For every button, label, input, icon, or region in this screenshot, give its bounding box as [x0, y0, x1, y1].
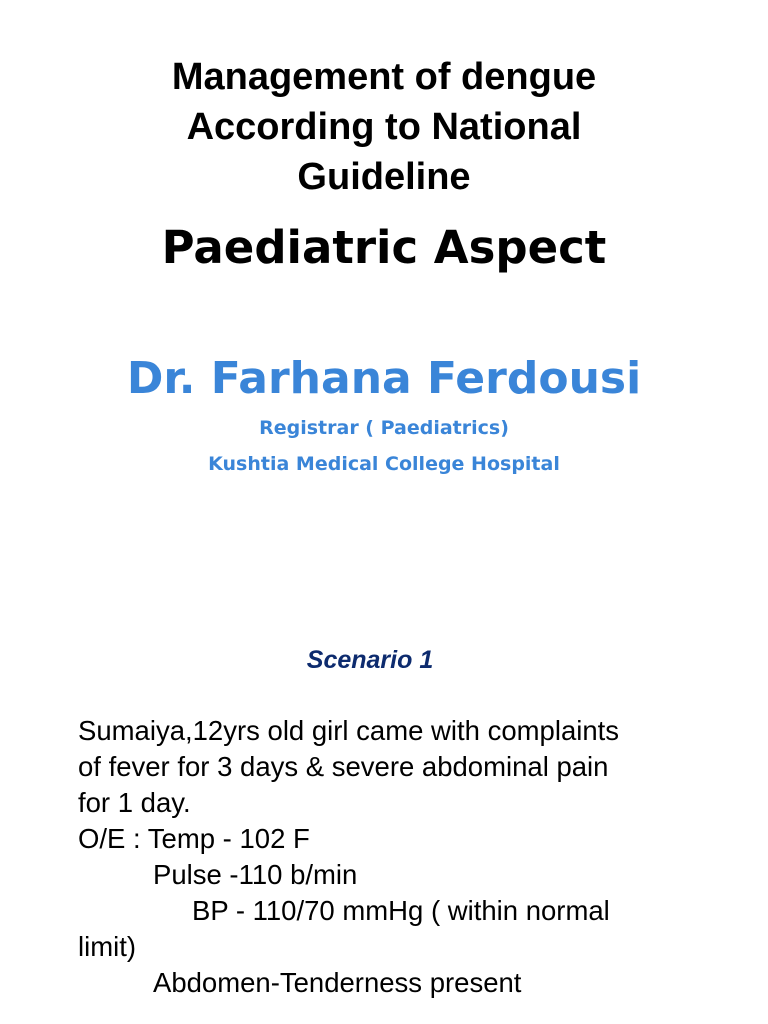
title-line-2: According to National: [186, 106, 582, 148]
scenario-text: [78, 713, 672, 1001]
history-line-2: of fever for 3 days & severe abdominal pain: [78, 751, 609, 782]
history-line-3: for 1 day.: [78, 787, 191, 818]
oe-bp-line-2: limit): [78, 931, 137, 962]
subtitle: Paediatric Aspect: [161, 221, 607, 274]
author-institution: Kushtia Medical College Hospital: [208, 453, 560, 475]
oe-bp-line-1: BP - 110/70 mmHg ( within normal: [192, 895, 610, 926]
oe-abdomen: Abdomen-Tenderness present: [153, 967, 522, 998]
title-line-3: Guideline: [297, 156, 471, 198]
scenario-heading: Scenario 1: [306, 646, 434, 674]
author-position: Registrar ( Paediatrics): [259, 417, 509, 439]
oe-temp: O/E : Temp - 102 F: [78, 823, 310, 854]
title-line-1: Management of dengue: [171, 56, 597, 98]
history-line-1: Sumaiya,12yrs old girl came with complaints: [78, 715, 620, 746]
author-name: Dr. Farhana Ferdousi: [126, 353, 642, 404]
oe-pulse: Pulse -110 b/min: [153, 859, 358, 890]
